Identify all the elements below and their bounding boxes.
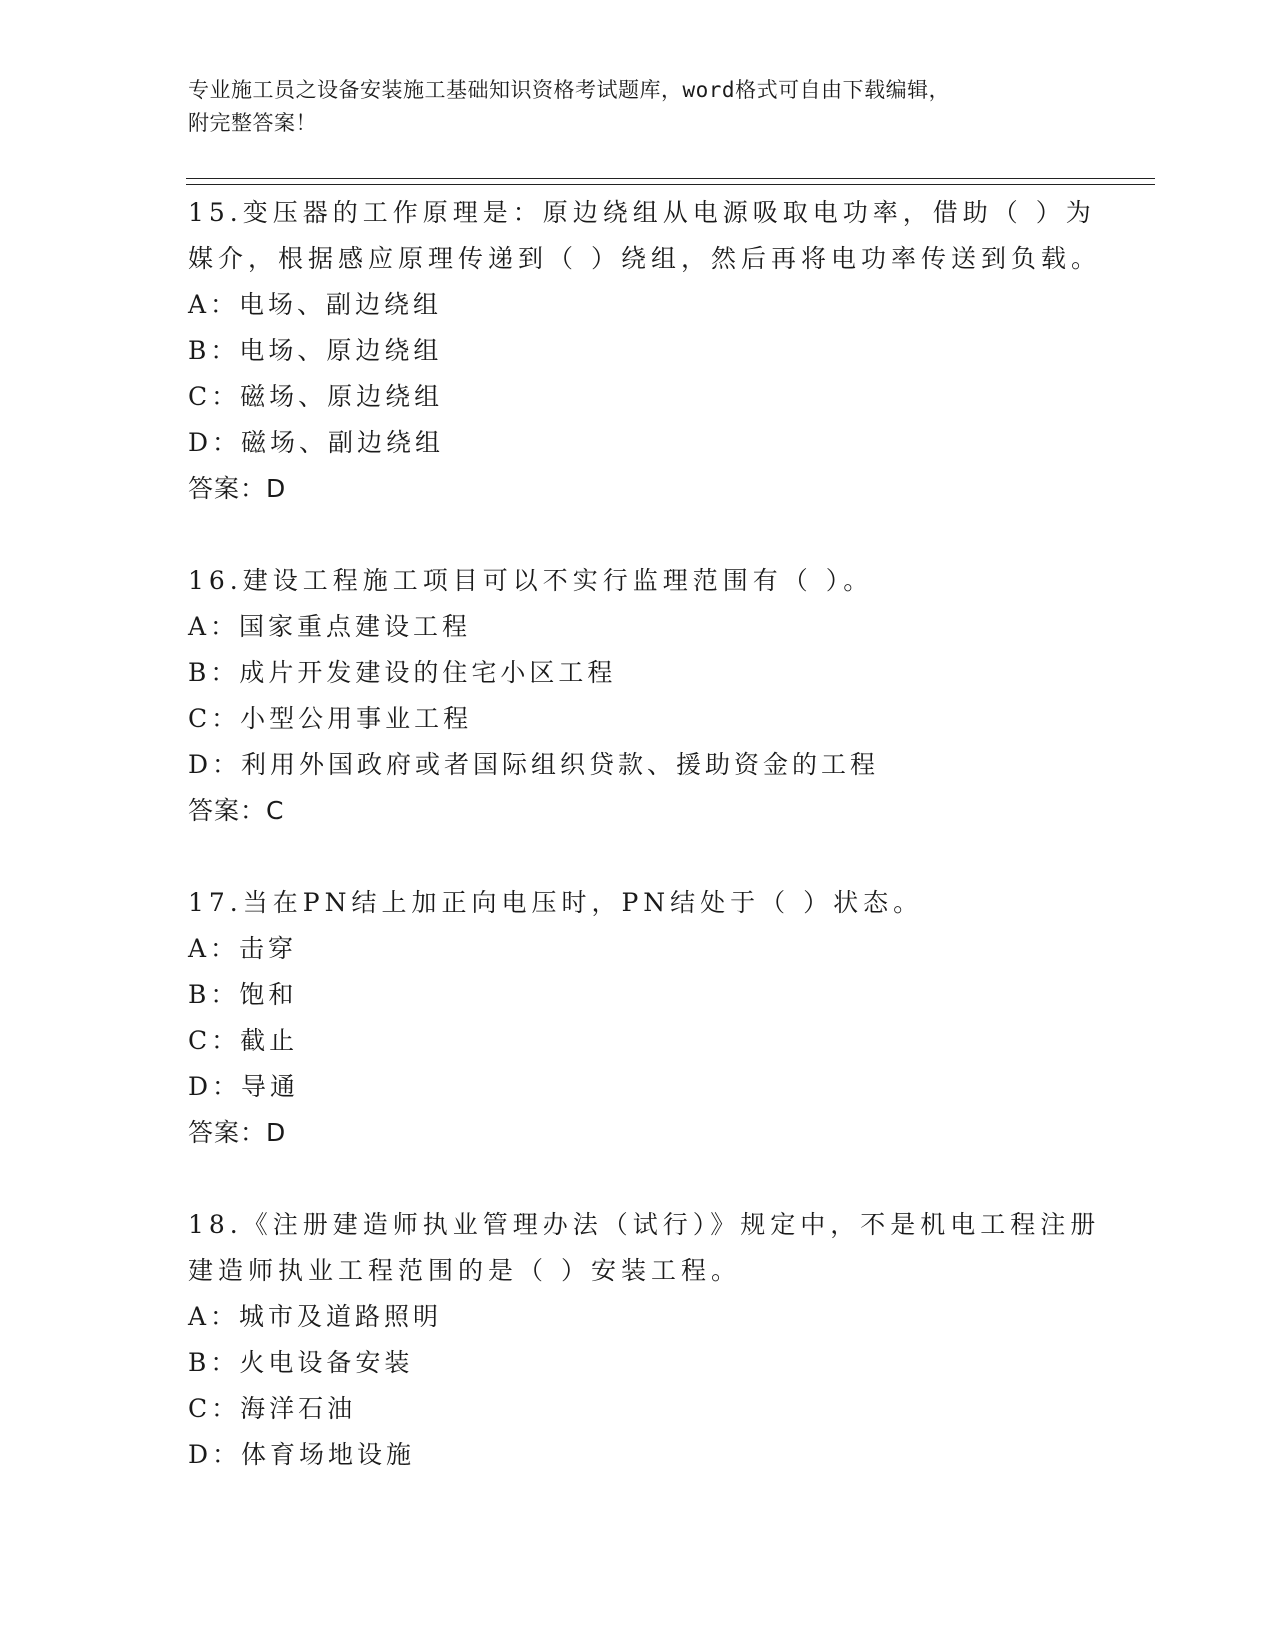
option-d: D：体育场地设施 — [188, 1440, 416, 1469]
option-c: C：小型公用事业工程 — [188, 704, 473, 733]
question-list — [188, 190, 1101, 1524]
option-c: C：截止 — [188, 1026, 299, 1055]
question-text — [188, 190, 1101, 282]
option-b: B：成片开发建设的住宅小区工程 — [188, 658, 617, 687]
question-17 — [188, 880, 1088, 1156]
header-line-2: 附完整答案！ — [188, 111, 317, 135]
question-text-line: 18.《注册建造师执业管理办法（试行）》规定中，不是机电工程注册 — [188, 1210, 1101, 1239]
header-divider-bottom — [186, 184, 1155, 185]
question-text — [188, 558, 1088, 604]
option-a: A：城市及道路照明 — [188, 1302, 443, 1331]
question-text-line: 建造师执业工程范围的是（ ）安装工程。 — [188, 1256, 741, 1285]
option-d: D：导通 — [188, 1072, 300, 1101]
option-d: D：磁场、副边绕组 — [188, 428, 445, 457]
answer: 答案：D — [188, 1118, 287, 1147]
option-a: A：电场、副边绕组 — [188, 290, 443, 319]
question-text-line: 媒介，根据感应原理传递到（ ）绕组，然后再将电功率传送到负载。 — [188, 244, 1101, 273]
question-15 — [188, 190, 1101, 512]
option-d: D：利用外国政府或者国际组织贷款、援助资金的工程 — [188, 750, 880, 779]
answer: 答案：C — [188, 796, 285, 825]
question-text-line: 15.变压器的工作原理是：原边绕组从电源吸取电功率，借助（ ）为 — [188, 198, 1096, 227]
option-a: A：国家重点建设工程 — [188, 612, 472, 641]
question-18 — [188, 1202, 1101, 1478]
option-b: B：饱和 — [188, 980, 298, 1009]
header-line-1: 专业施工员之设备安装施工基础知识资格考试题库，word格式可自由下载编辑， — [188, 78, 951, 102]
option-a: A：击穿 — [188, 934, 298, 963]
question-16 — [188, 558, 1088, 834]
option-b: B：电场、原边绕组 — [188, 336, 443, 365]
question-text — [188, 880, 1088, 926]
document-header — [188, 74, 1068, 140]
question-text — [188, 1202, 1101, 1294]
header-divider-top — [186, 178, 1155, 179]
question-text-line: 16.建设工程施工项目可以不实行监理范围有（ ）。 — [188, 566, 874, 595]
option-c: C：磁场、原边绕组 — [188, 382, 444, 411]
question-text-line: 17.当在PN结上加正向电压时，PN结处于（ ）状态。 — [188, 888, 924, 917]
option-c: C：海洋石油 — [188, 1394, 357, 1423]
answer: 答案：D — [188, 474, 287, 503]
option-b: B：火电设备安装 — [188, 1348, 414, 1377]
